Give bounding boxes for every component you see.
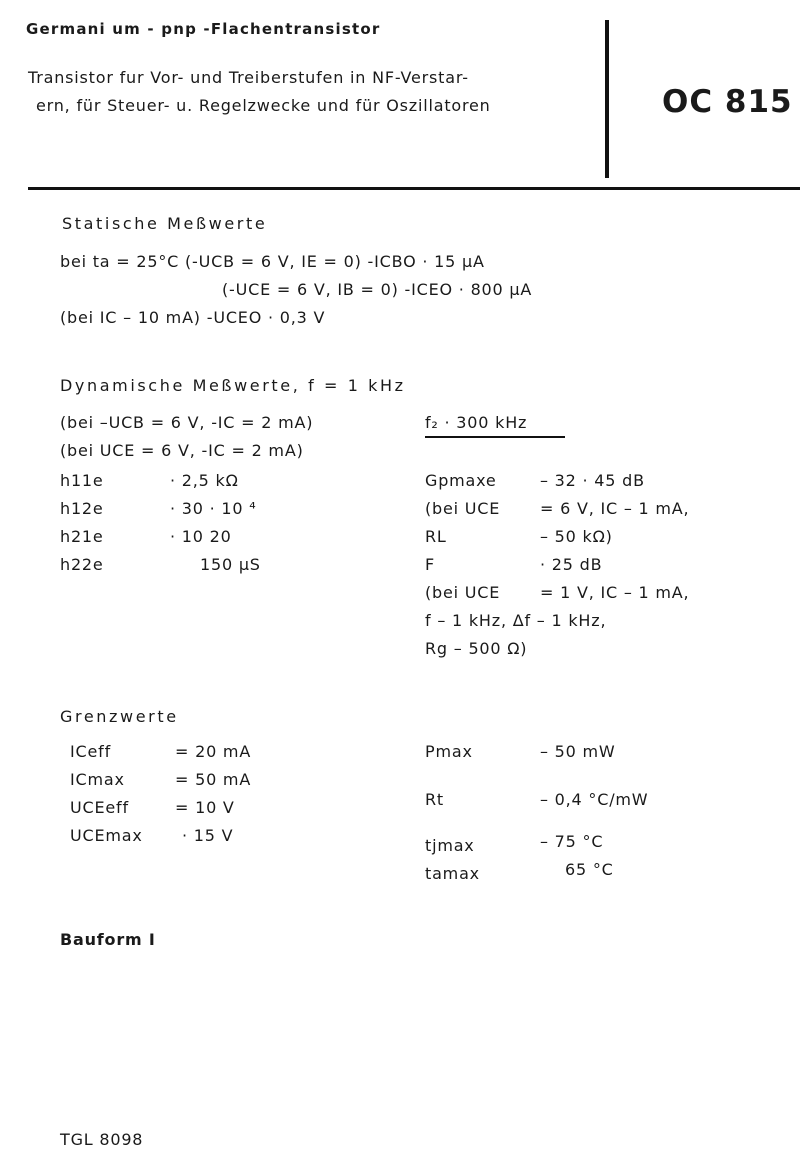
header-horizontal-rule <box>28 187 800 190</box>
param-name: h21e <box>60 527 104 546</box>
bauform-label: Bauform I <box>60 930 156 949</box>
limit-value: – 0,4 °C/mW <box>540 790 649 809</box>
right-label: RL <box>425 527 447 546</box>
param-value: · 10 20 <box>170 527 232 546</box>
right-label: Rg – 500 Ω) <box>425 639 528 658</box>
limit-name: ICmax <box>70 770 125 789</box>
description-line-1: Transistor fur Vor- und Treiberstufen in NF-Verstar- <box>28 68 469 87</box>
right-label: f – 1 kHz, Δf – 1 kHz, <box>425 611 607 630</box>
right-value: – 50 kΩ) <box>540 527 613 546</box>
dynamic-condition-1: (bei –UCB = 6 V, -IC = 2 mA) <box>60 413 314 432</box>
limit-value: = 10 V <box>175 798 235 817</box>
param-value: 150 µS <box>200 555 261 574</box>
tgl-number: TGL 8098 <box>60 1130 144 1149</box>
limit-name: UCEmax <box>70 826 143 845</box>
limit-value: = 50 mA <box>175 770 252 789</box>
right-label: (bei UCE <box>425 499 501 518</box>
static-line-1: bei ta = 25°C (-UCB = 6 V, IE = 0) -ICBO · 15 µA <box>60 252 485 271</box>
param-name: h12e <box>60 499 104 518</box>
limit-name: ICeff <box>70 742 111 761</box>
limit-name: Rt <box>425 790 444 809</box>
limit-name: Pmax <box>425 742 473 761</box>
limit-value: = 20 mA <box>175 742 252 761</box>
param-value: · 30 · 10 ⁴ <box>170 499 257 518</box>
param-value: · 2,5 kΩ <box>170 471 239 490</box>
static-line-3: (bei IC – 10 mA) -UCEO · 0,3 V <box>60 308 326 327</box>
right-label: Gpmaxe <box>425 471 497 490</box>
document-title: Germani um - pnp -Flachentransistor <box>26 20 381 38</box>
dynamic-heading: Dynamische Meßwerte, f = 1 kHz <box>60 376 406 395</box>
right-label: (bei UCE <box>425 583 501 602</box>
description-line-2: ern, für Steuer- u. Regelzwecke und für Oszillatoren <box>36 96 491 115</box>
right-value: · 25 dB <box>540 555 603 574</box>
limit-value: – 75 °C <box>540 832 604 851</box>
param-name: h22e <box>60 555 104 574</box>
limit-value: – 50 mW <box>540 742 616 761</box>
limit-name: tjmax <box>425 836 475 855</box>
limit-name: tamax <box>425 864 480 883</box>
right-label: F <box>425 555 436 574</box>
static-heading: Statische Meßwerte <box>62 214 268 233</box>
right-value: – 32 · 45 dB <box>540 471 645 490</box>
model-number: OC 815 <box>662 84 793 120</box>
limit-value: 65 °C <box>565 860 614 879</box>
header-vertical-rule <box>605 20 609 178</box>
limit-value: · 15 V <box>182 826 234 845</box>
right-value: = 6 V, IC – 1 mA, <box>540 499 690 518</box>
limit-name: UCEeff <box>70 798 129 817</box>
limits-heading: Grenzwerte <box>60 707 179 726</box>
dynamic-condition-2: (bei UCE = 6 V, -IC = 2 mA) <box>60 441 304 460</box>
param-name: h11e <box>60 471 104 490</box>
transit-frequency: f₂ · 300 kHz <box>425 413 528 432</box>
static-line-2: (-UCE = 6 V, IB = 0) -ICEO · 800 µA <box>222 280 533 299</box>
right-value: = 1 V, IC – 1 mA, <box>540 583 690 602</box>
transit-frequency-underline <box>425 436 565 438</box>
